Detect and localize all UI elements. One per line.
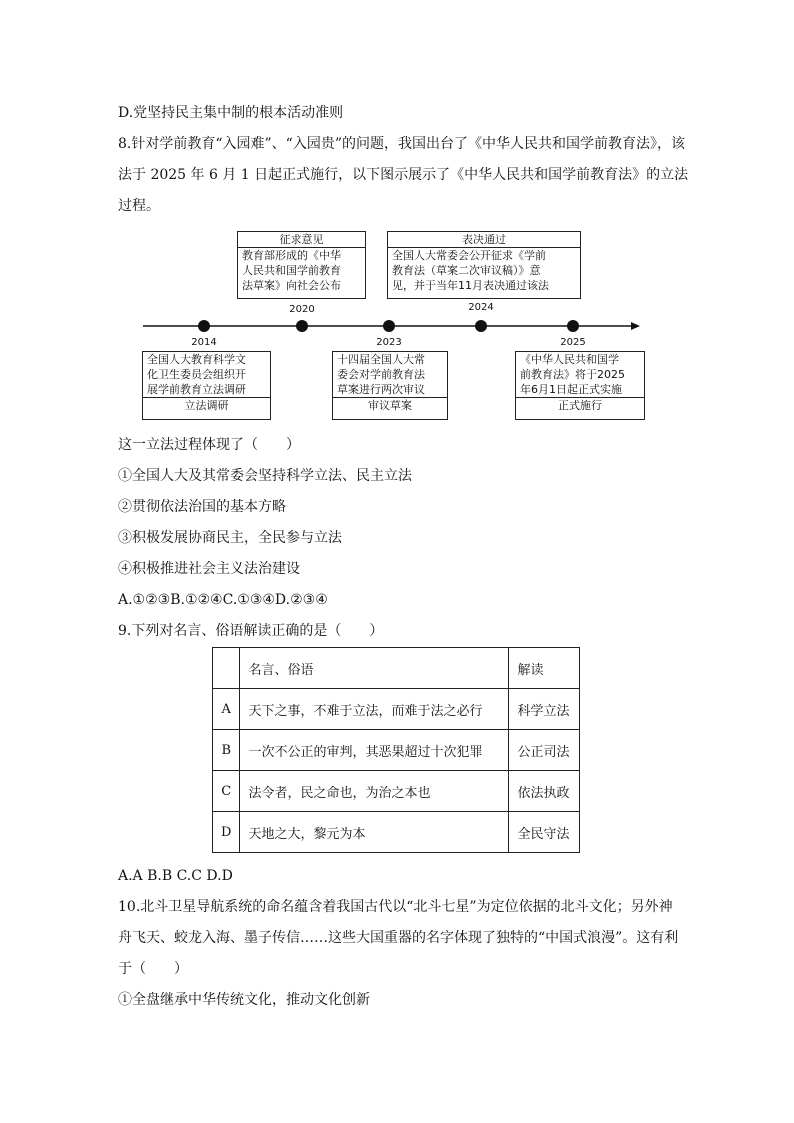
box-review-draft	[332, 351, 448, 420]
q8-option-1: ①全国人大及其常委会坚持科学立法、民主立法	[118, 468, 412, 484]
year-2023: 2023	[376, 337, 402, 348]
timeline-dot-2024	[475, 320, 487, 332]
box-legislative-research	[142, 351, 271, 420]
timeline-dot-2025	[567, 320, 579, 332]
table-row	[213, 771, 580, 812]
box-line: 见，并于当年11月表决通过该法	[392, 279, 549, 292]
box-line: 年6月1日起正式实施	[520, 383, 622, 396]
box-line: 人民共和国学前教育	[242, 264, 341, 277]
q9-table	[212, 647, 580, 853]
table-cell: 天下之事，不难于立法，而难于法之必行	[240, 689, 509, 730]
box-vote-passed	[387, 231, 581, 299]
box-line: 教育法（草案二次审议稿）》意	[392, 264, 541, 277]
box-title: 正式施行	[558, 399, 602, 412]
box-line: 《中华人民共和国学	[520, 353, 619, 366]
table-cell: 科学立法	[509, 689, 580, 730]
box-line: 委会对学前教育法	[337, 368, 425, 381]
q8-answers: A.①②③B.①②④C.①③④D.②③④	[118, 592, 328, 608]
timeline-arrow-icon	[631, 322, 640, 330]
table-cell: 法令者，民之命也，为治之本也	[240, 771, 509, 812]
q9-answers: A.A B.B C.C D.D	[118, 868, 233, 884]
table-cell: B	[213, 730, 240, 771]
q10-stem-line2: 舟飞天、蛟龙入海、墨子传信……这些大国重器的名字体现了独特的“中国式浪漫”。这有利	[118, 930, 679, 946]
q8-stem-line3: 过程。	[118, 198, 160, 214]
table-header-cell	[213, 648, 240, 689]
q10-stem-line1: 10.北斗卫星导航系统的命名蕴含着我国古代以“北斗七星”为定位依据的北斗文化；另外神	[118, 899, 673, 915]
box-line: 教育部形成的《中华	[242, 249, 341, 262]
table-row	[213, 812, 580, 853]
table-cell: 一次不公正的审判，其恶果超过十次犯罪	[240, 730, 509, 771]
table-row	[213, 730, 580, 771]
box-line: 法草案》向社会公布	[242, 279, 341, 292]
year-2020: 2020	[289, 304, 315, 315]
table-cell: 天地之大，黎元为本	[240, 812, 509, 853]
table-cell: 公正司法	[509, 730, 580, 771]
table-cell: 依法执政	[509, 771, 580, 812]
box-title: 征求意见	[279, 233, 324, 246]
year-2025: 2025	[560, 337, 586, 348]
table-cell: A	[213, 689, 240, 730]
box-solicit-opinions	[237, 231, 366, 299]
table-cell: 全民守法	[509, 812, 580, 853]
table-cell: C	[213, 771, 240, 812]
box-title: 审议草案	[368, 399, 412, 412]
box-title: 表决通过	[462, 233, 506, 246]
table-header-row	[213, 648, 580, 689]
box-formal-implementation	[515, 351, 645, 420]
q7-option-d: D.党坚持民主集中制的根本活动准则	[118, 105, 344, 121]
q8-option-3: ③积极发展协商民主，全民参与立法	[118, 530, 342, 546]
timeline-dot-2020	[296, 320, 308, 332]
box-line: 展学前教育立法调研	[147, 383, 246, 396]
q10-stem-line3: 于（ ）	[118, 961, 188, 977]
box-line: 前教育法》将于2025	[520, 368, 625, 381]
table-header-cell: 名言、俗语	[240, 648, 509, 689]
box-line: 全国人大常委会公开征求《学前	[392, 249, 546, 262]
table-cell: D	[213, 812, 240, 853]
year-2014: 2014	[191, 337, 217, 348]
box-line: 化卫生委员会组织开	[147, 368, 246, 381]
box-line: 全国人大教育科学文	[147, 353, 246, 366]
table-row	[213, 689, 580, 730]
box-title: 立法调研	[184, 399, 229, 412]
q8-option-4: ④积极推进社会主义法治建设	[118, 561, 300, 577]
timeline-dot-2014	[198, 320, 210, 332]
q8-stem-line1: 8.针对学前教育“入园难”、“入园贵”的问题，我国出台了《中华人民共和国学前教育法》，该	[118, 136, 685, 152]
q8-stem-line2: 法于 2025 年 6 月 1 日起正式施行，以下图示展示了《中华人民共和国学前教育法》的立法	[118, 167, 689, 183]
q8-question: 这一立法过程体现了（ ）	[118, 437, 300, 453]
timeline-dot-2023	[383, 320, 395, 332]
box-line: 草案进行两次审议	[337, 383, 425, 396]
box-line: 十四届全国人大常	[337, 353, 425, 366]
q10-option-1: ①全盘继承中华传统文化，推动文化创新	[118, 992, 370, 1008]
table-header-cell: 解读	[509, 648, 580, 689]
q9-stem: 9.下列对名言、俗语解读正确的是（ ）	[118, 623, 384, 639]
year-2024: 2024	[468, 302, 494, 313]
q8-option-2: ②贯彻依法治国的基本方略	[118, 499, 286, 515]
